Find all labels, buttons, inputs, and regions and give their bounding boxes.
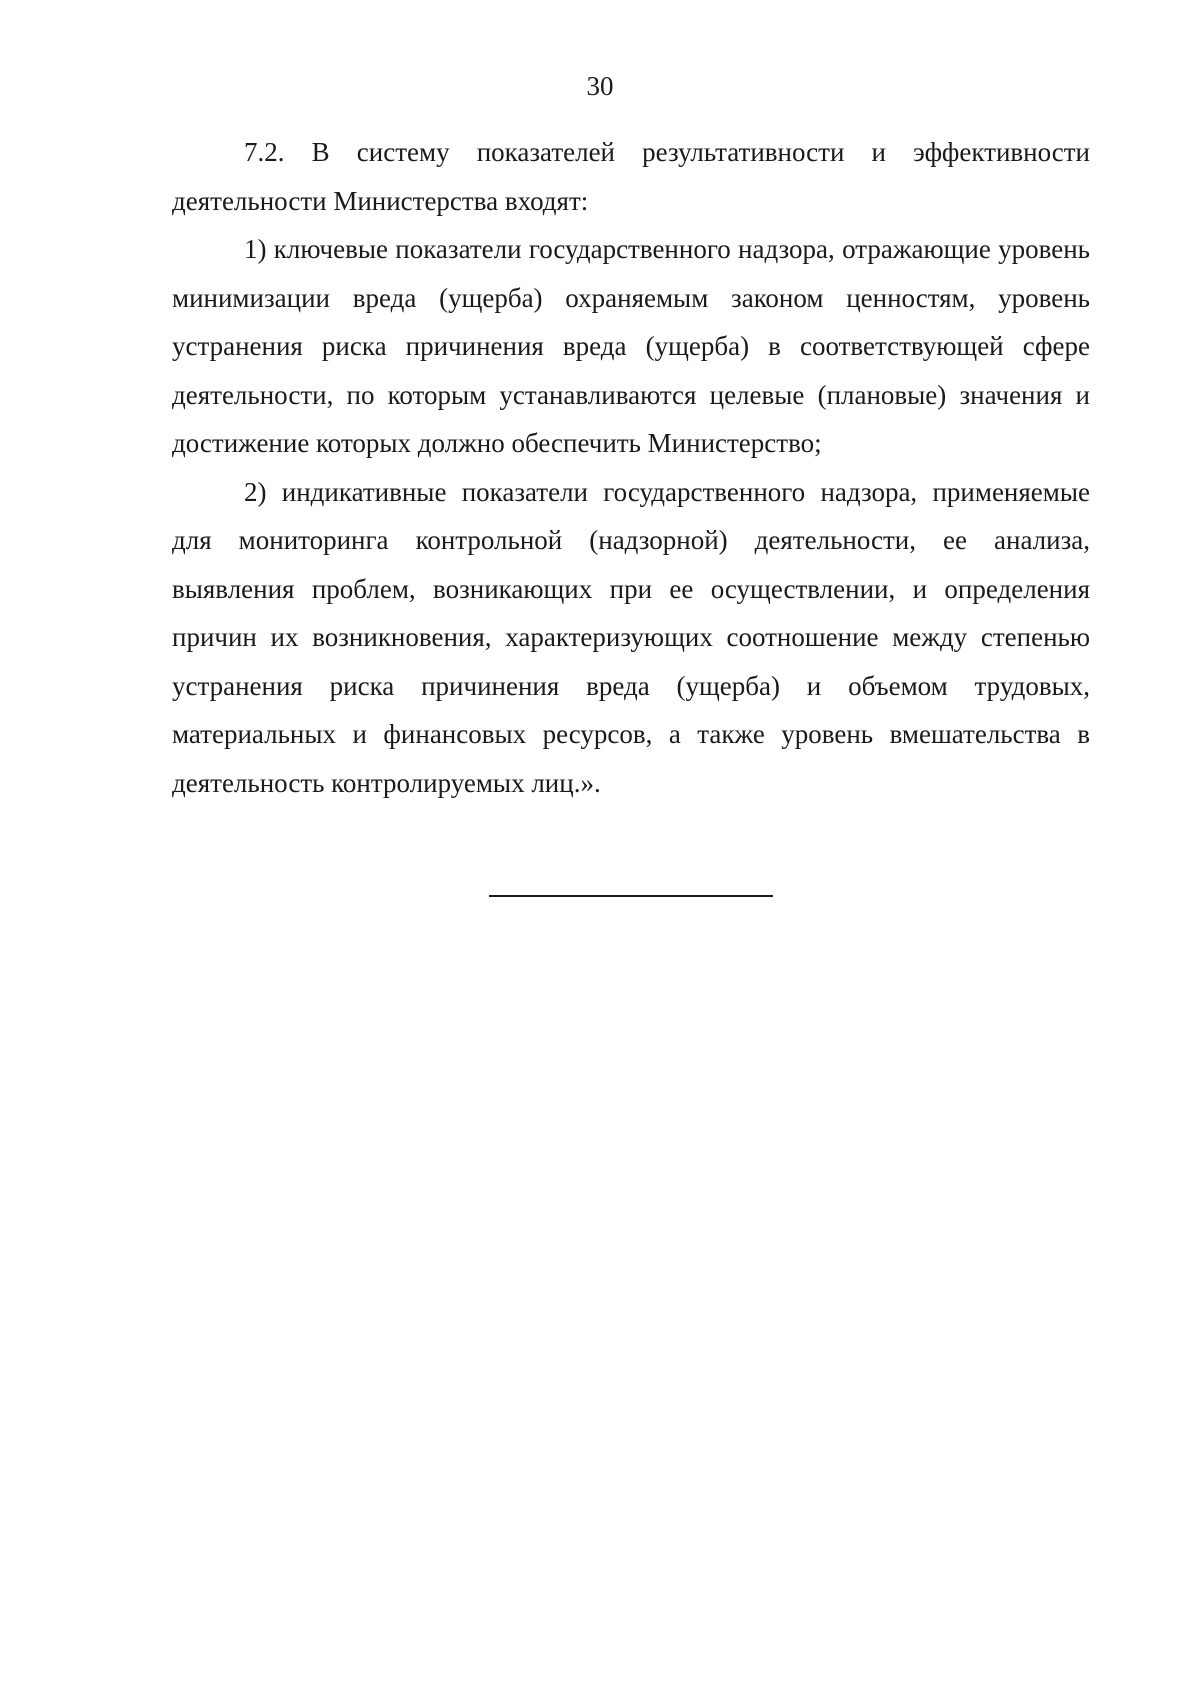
list-item-1: 1) ключевые показатели государственного надзора, отражающие уровень минимизации вреда (ущерба) охраняемым законом ценностям, уровень устранения риска причинения вреда (ущерба) в соответствующей сфере деятельности, по которым устанавливаются целевые (плановые) значения и достижение которых должно обеспечить Министерство; — [172, 234, 1090, 458]
list-item-2: 2) индикативные показатели государственного надзора, применяемые для мониторинга контрольной (надзорной) деятельности, ее анализа, выявления проблем, возникающих при ее осуществлении, и определения причин их возникновения, характеризующих соотношение между степенью устранения риска причинения вреда (ущерба) и объемом трудовых, материальных и финансовых ресурсов, а также уровень вмешательства в деятельность контролируемых лиц.». — [172, 476, 1090, 798]
page-number: 30 — [586, 71, 614, 101]
paragraph-7-2: 7.2. В систему показателей результативности и эффективности деятельности Министерства входят: — [172, 137, 1090, 216]
document-body — [172, 128, 1090, 807]
end-separator-line — [489, 895, 773, 897]
